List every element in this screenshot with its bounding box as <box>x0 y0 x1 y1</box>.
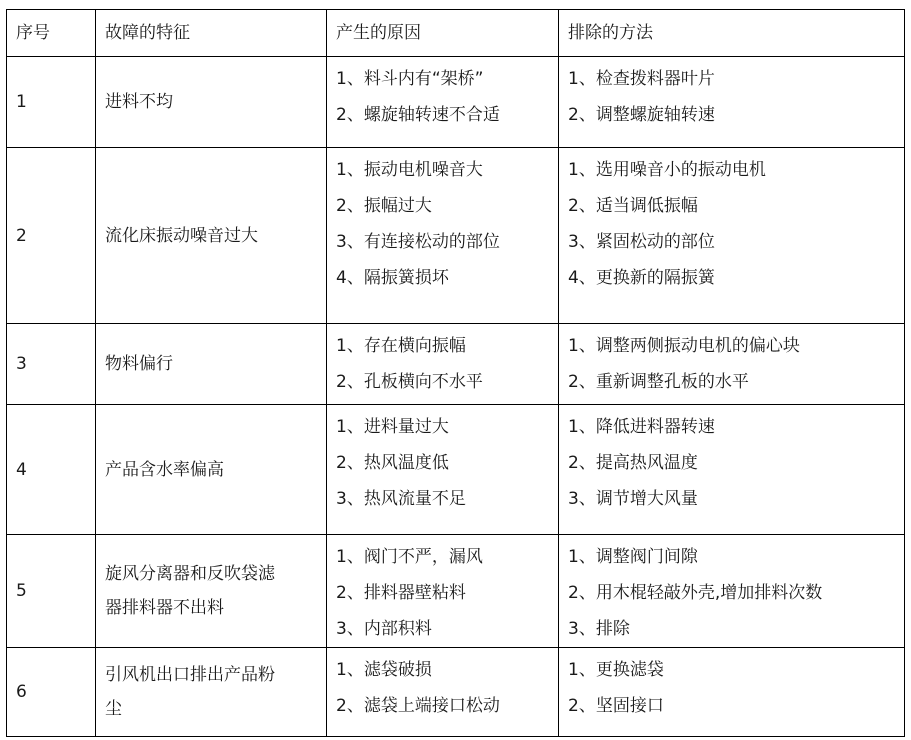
method-item: 2、坚固接口 <box>568 696 664 716</box>
row-causes <box>327 535 559 648</box>
feature-line: 尘 <box>105 699 122 719</box>
table-row <box>7 57 905 148</box>
cause-item: 1、料斗内有“架桥” <box>336 69 484 89</box>
method-item: 1、选用噪音小的振动电机 <box>568 160 766 180</box>
row-causes <box>327 324 559 405</box>
row-causes <box>327 57 559 148</box>
row-feature: 进料不均 <box>96 57 327 148</box>
row-feature: 产品含水率偏高 <box>96 405 327 535</box>
row-methods <box>559 148 905 324</box>
row-feature: 流化床振动噪音过大 <box>96 148 327 324</box>
cause-item: 3、热风流量不足 <box>336 489 466 509</box>
method-item: 1、降低进料器转速 <box>568 417 715 437</box>
method-item: 2、适当调低振幅 <box>568 196 698 216</box>
header-cause: 产生的原因 <box>327 10 559 57</box>
cause-item: 2、热风温度低 <box>336 453 449 473</box>
method-item: 3、紧固松动的部位 <box>568 232 715 252</box>
cause-item: 4、隔振簧损坏 <box>336 268 449 288</box>
feature-line: 旋风分离器和反吹袋滤 <box>105 564 275 584</box>
row-causes <box>327 648 559 737</box>
table-row <box>7 648 905 737</box>
method-item: 1、检查拨料器叶片 <box>568 69 715 89</box>
row-methods <box>559 535 905 648</box>
header-feature: 故障的特征 <box>96 10 327 57</box>
cause-item: 1、滤袋破损 <box>336 660 432 680</box>
cause-item: 2、滤袋上端接口松动 <box>336 696 500 716</box>
method-item: 3、排除 <box>568 619 630 639</box>
method-item: 4、更换新的隔振簧 <box>568 268 715 288</box>
header-no: 序号 <box>7 10 96 57</box>
row-no: 5 <box>7 535 96 648</box>
method-item: 3、调节增大风量 <box>568 489 698 509</box>
cause-item: 1、存在横向振幅 <box>336 336 466 356</box>
row-methods <box>559 405 905 535</box>
row-feature: 物料偏行 <box>96 324 327 405</box>
method-item: 1、更换滤袋 <box>568 660 664 680</box>
method-item: 2、调整螺旋轴转速 <box>568 105 715 125</box>
header-method: 排除的方法 <box>559 10 905 57</box>
cause-item: 3、内部积料 <box>336 619 432 639</box>
method-item: 1、调整阀门间隙 <box>568 547 698 567</box>
row-no: 3 <box>7 324 96 405</box>
table-row <box>7 148 905 324</box>
row-no: 6 <box>7 648 96 737</box>
feature-line: 器排料器不出料 <box>105 598 224 618</box>
cause-item: 2、螺旋轴转速不合适 <box>336 105 500 125</box>
row-feature <box>96 535 327 648</box>
row-methods <box>559 648 905 737</box>
row-causes <box>327 148 559 324</box>
cause-item: 2、排料器壁粘料 <box>336 583 466 603</box>
method-item: 1、调整两侧振动电机的偏心块 <box>568 336 800 356</box>
feature-line: 引风机出口排出产品粉 <box>105 665 275 685</box>
table-header-row <box>7 10 905 57</box>
row-causes <box>327 405 559 535</box>
table-row <box>7 405 905 535</box>
row-methods <box>559 57 905 148</box>
row-no: 4 <box>7 405 96 535</box>
cause-item: 2、孔板横向不水平 <box>336 372 483 392</box>
cause-item: 1、振动电机噪音大 <box>336 160 483 180</box>
row-no: 1 <box>7 57 96 148</box>
table-row <box>7 535 905 648</box>
method-item: 2、提高热风温度 <box>568 453 698 473</box>
cause-item: 1、阀门不严，漏风 <box>336 547 483 567</box>
row-feature <box>96 648 327 737</box>
troubleshooting-table <box>6 9 905 737</box>
method-item: 2、重新调整孔板的水平 <box>568 372 749 392</box>
table-row <box>7 324 905 405</box>
cause-item: 1、进料量过大 <box>336 417 449 437</box>
cause-item: 2、振幅过大 <box>336 196 432 216</box>
method-item: 2、用木棍轻敲外壳,增加排料次数 <box>568 583 823 603</box>
cause-item: 3、有连接松动的部位 <box>336 232 500 252</box>
row-no: 2 <box>7 148 96 324</box>
row-methods <box>559 324 905 405</box>
